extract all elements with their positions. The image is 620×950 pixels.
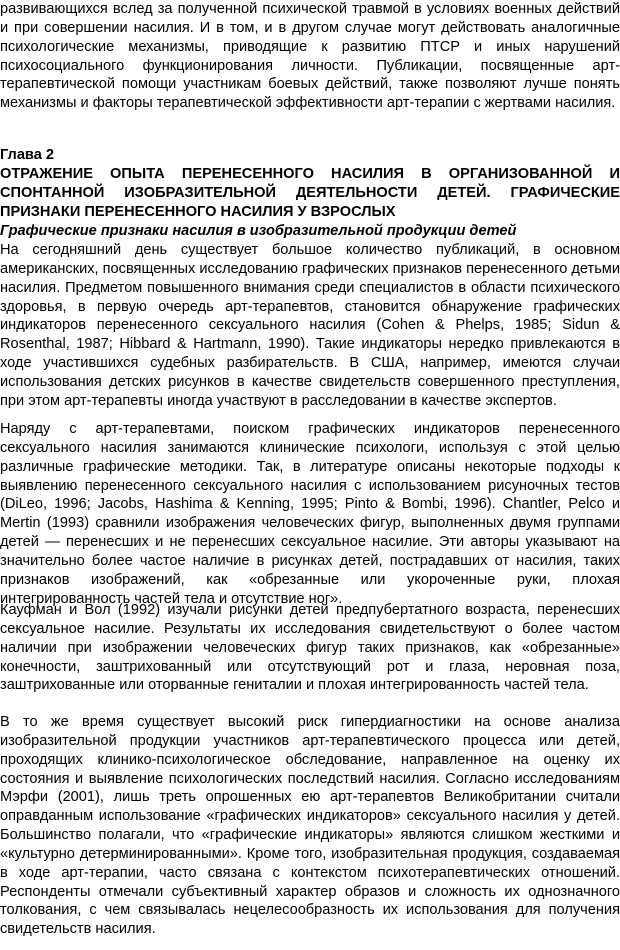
chapter-title: ОТРАЖЕНИЕ ОПЫТА ПЕРЕНЕСЕННОГО НАСИЛИЯ В ОРГАНИЗОВАННОЙ И СПОНТАННОЙ ИЗОБРАЗИТЕЛЬНОЙ ДЕЯТЕЛЬНОСТИ ДЕТЕЙ. ГРАФИЧЕСКИЕ ПРИЗНАКИ ПЕРЕНЕСЕННОГО НАСИЛИЯ У ВЗРОСЛЫХ bbox=[0, 166, 620, 220]
intro-paragraph: развивающихся вслед за полученной психической травмой в условиях военных действий и при совершении насилия. И в том, и в другом случае могут действовать аналогичные психологические механизмы, приводящие к развитию ПТСР и иных нарушений психосоциального функционирования личности. Публикации, посвященные арт-терапевтической помощи участникам боевых действий, также позволяют лучше понять механизмы и факторы терапевтической эффективности арт-терапии с жертвами насилия. bbox=[0, 1, 620, 112]
chapter-label: Глава 2 bbox=[0, 147, 54, 163]
body-paragraph-1: На сегодняшний день существует большое количество публикаций, в основном американских, посвященных исследованию графических признаков перенесенного детьми насилия. Предметом повышенного внимания среди специалистов в области психического здоровья, в первую очередь арт-терапевтов, становится обнаружение графических индикаторов перенесенного сексуального насилия (Cohen & Phelps, 1985; Sidun & Rosenthal, 1987; Hibbard & Hartmann, 1990). Такие индикаторы нередко привлекаются в ходе участившихся судебных разбирательств. В США, например, имеются случаи использования детских рисунков в качестве свидетельств совершенного преступления, при этом арт-терапевты иногда участвуют в расследовании в качестве экспертов. bbox=[0, 242, 620, 409]
body-paragraph-4: В то же время существует высокий риск гипердиагностики на основе анализа изобразительной продукции участников арт-терапевтического процесса или детей, проходящих клинико-психологическое обследование, направленное на оценку их состояния и выявление психологических последствий насилия. Согласно исследованиям Мэрфи (2001), лишь треть опрошенных ею арт-терапевтов Великобритании считали оправданным использование «графических индикаторов» сексуального насилия у детей. Большинство полагали, что «графические индикаторы» являются слишком жесткими и «культурно детерминированными». Кроме того, изобразительная продукция, создаваемая в ходе арт-терапии, часто связана с контекстом психотерапевтических отношений. Респонденты отмечали субъективный характер образов и сложность их однозначного толкования, с чем связывалась нецелесообразность их использования для получения свидетельств насилия. bbox=[0, 714, 620, 938]
body-paragraph-3: Кауфман и Вол (1992) изучали рисунки детей предпубертатного возраста, перенесших сексуальное насилие. Результаты их исследования свидетельствуют о более частом наличии при изображении человеческих фигур таких признаков, как «обрезанные» конечности, заштрихованный или отсутствующий рот и глаза, неровная поза, заштрихованные или оторванные гениталии и плохая интегрированность частей тела. bbox=[0, 602, 620, 694]
body-paragraph-2: Наряду с арт-терапевтами, поиском графических индикаторов перенесенного сексуального насилия занимаются клинические психологи, используя с этой целью различные графические методики. Так, в литературе описаны некоторые подходы к выявлению перенесенного сексуального насилия с использованием рисуночных тестов (DiLeo, 1996; Jacobs, Hashima & Kenning, 1995; Pinto & Bombi, 1996). Chantler, Pelco и Mertin (1993) сравнили изображения человеческих фигур, выполненных двумя группами детей — перенесших и не перенесших сексуальное насилие. Эти авторы указывают на значительно более частое наличие в рисунках детей, пострадавших от насилия, таких признаков изображений, как «обрезанные или укороченные руки, плохая интегрированность частей тела и отсутствие ног». bbox=[0, 421, 620, 607]
section-title: Графические признаки насилия в изобразительной продукции детей bbox=[0, 223, 517, 239]
